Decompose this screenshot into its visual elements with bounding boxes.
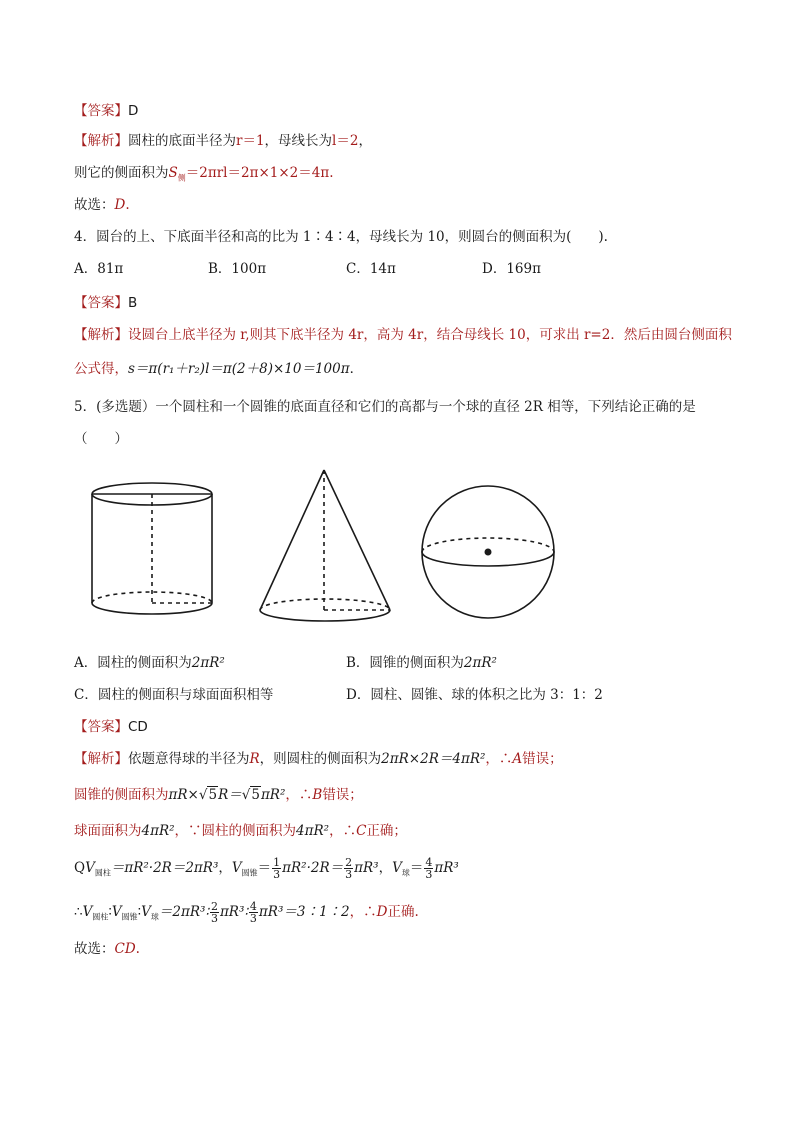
verdict: 正确. [387, 904, 419, 920]
q4-option-b: B．100π [208, 261, 267, 277]
letter-b: B [312, 787, 323, 803]
cone-figure [260, 470, 390, 621]
q5-analysis-line5: $\therefore V_{圆柱}∶V_{圆锥}∶V_球=2\pi R^3∶$ $\frac{2}{3}$ πR³∶ $\frac{4}{3}$ πR³＝3∶1∶2，∴D正确. [74, 900, 419, 925]
answer-value: CD [128, 719, 148, 735]
cyl-area-math: 4πR² [296, 823, 330, 839]
q5-choose-line [74, 939, 140, 959]
therefore: ，∴ [349, 904, 377, 920]
sqrt-5: 5 [208, 787, 218, 803]
q4-option-a: A．81π [74, 261, 124, 277]
letter-a: A [512, 751, 523, 767]
q5-analysis-line2: 圆锥的侧面积为πR×√5R＝√5πR²，∴B错误； [74, 787, 363, 803]
answer-value: D [128, 103, 139, 119]
q4-option-d: D．169π [482, 261, 541, 277]
therefore: ，∴ [285, 787, 313, 803]
analysis-text: 球面面积为 [74, 823, 142, 839]
analysis-tag: 【解析】 [74, 133, 128, 149]
option-a-math: 2πR² [191, 655, 225, 671]
q5-option-a [74, 653, 225, 673]
analysis-text: ， [358, 133, 372, 149]
q3-area-line [74, 163, 334, 189]
therefore: ，∴ [485, 751, 513, 767]
answer-value: B [128, 295, 138, 311]
choose-end: . [125, 197, 130, 213]
q5-option-b [346, 653, 497, 673]
choose-end: . [135, 941, 140, 957]
fraction-two-thirds: $\frac{2}{3}$ [345, 856, 353, 881]
therefore: ，∴ [329, 823, 357, 839]
analysis-text: ，则圆柱的侧面积为 [259, 751, 382, 767]
cyl-lateral-math: 2πR×2R＝4πR² [381, 751, 486, 767]
q4-analysis-line [74, 325, 732, 345]
cone-math-c: πR² [260, 787, 286, 803]
analysis-text: 圆锥的侧面积为 [74, 787, 169, 803]
q3-analysis-line [74, 131, 372, 151]
area-text: 则它的侧面积为 [74, 165, 169, 181]
frustum-formula: s＝π(r₁＋r₂)l＝π(2＋8)×10＝100π [128, 361, 350, 377]
q-symbol: Q [74, 860, 86, 876]
sphere-figure [422, 486, 554, 618]
area-sub: 侧 [177, 173, 186, 183]
q4-option-c: C．14π [346, 261, 396, 277]
q5-stem-line1: 5．(多选题）一个圆柱和一个圆锥的底面直径和它们的高都与一个球的直径 2R 相等，下列结论正确的是 [74, 399, 696, 415]
q5-analysis-line1 [74, 749, 563, 769]
q5-analysis-line3 [74, 821, 407, 841]
letter-c: C [356, 823, 367, 839]
cone-math-b: R＝ [218, 787, 242, 803]
cyl-volume-math: ＝πR²·2R＝2πR³ [110, 860, 219, 876]
q5-answer-line [74, 717, 148, 737]
verdict: 错误； [522, 751, 563, 767]
q5-stem-line2: （ ） [74, 431, 128, 447]
choose-value: CD [114, 941, 136, 957]
radius-eq: r＝1 [236, 133, 265, 149]
area-symbol: S [168, 165, 178, 181]
sqrt-5b: 5 [251, 787, 260, 803]
slant-eq: l＝2 [332, 133, 359, 149]
area-formula: ＝2πrl＝2π×1×2＝4π. [185, 165, 334, 181]
q3-answer-line [74, 101, 138, 121]
choose-label: 故选： [74, 197, 115, 213]
fraction-four-thirds: $\frac{4}{3}$ [425, 856, 433, 881]
formula-end: ． [349, 361, 364, 377]
cylinder-figure [92, 483, 212, 614]
answer-tag: 【答案】 [74, 295, 128, 311]
analysis-text: 圆柱的底面半径为 [128, 133, 236, 149]
analysis-text: ，∵圆柱的侧面积为 [174, 823, 297, 839]
q4-stem: 4．圆台的上、下底面半径和高的比为 1∶4∶4，母线长为 10，则圆台的侧面积为( ). [74, 229, 608, 245]
q5-option-d: D．圆柱、圆锥、球的体积之比为 3：1：2 [346, 687, 603, 703]
option-b-math: 2πR² [463, 655, 497, 671]
analysis-text: 设圆台上底半径为 r,则其下底半径为 4r，高为 4r，结合母线长 10，可求出 r=2．然后由圆台侧面积 [128, 327, 732, 343]
sphere-area-math: 4πR² [141, 823, 175, 839]
letter-d: D [376, 904, 388, 920]
cone-math-a: πR× [168, 787, 199, 803]
option-b-label: B．圆锥的侧面积为 [346, 655, 464, 671]
choose-label: 故选： [74, 941, 115, 957]
option-a-label: A．圆柱的侧面积为 [74, 655, 192, 671]
choose-value: D [114, 197, 126, 213]
answer-tag: 【答案】 [74, 103, 128, 119]
analysis-tag: 【解析】 [74, 327, 128, 343]
analysis-tag: 【解析】 [74, 751, 128, 767]
verdict: 正确； [366, 823, 407, 839]
q5-option-c: C．圆柱的侧面积与球面面积相等 [74, 687, 274, 703]
q3-choose-line [74, 195, 130, 215]
radius-symbol: R [249, 751, 260, 767]
verdict: 错误； [322, 787, 363, 803]
q4-answer-line [74, 293, 137, 313]
fraction-one-third: $\frac{1}{3}$ [273, 856, 281, 881]
volume-ratio-math: πR³＝3∶1∶2 [258, 904, 350, 920]
q5-analysis-line4: $QV_{圆柱}=\pi R^2\cdot 2R=2\pi R^3$，$V_{圆锥}=$ $\frac{1}{3}$ πR²·2R＝ $\frac{2}{3}$ πR³，$V_球=$ $\frac{4}{3}$ πR³ [74, 856, 459, 881]
analysis-text: ，母线长为 [264, 133, 333, 149]
solids-figure [80, 460, 560, 640]
answer-tag: 【答案】 [74, 719, 128, 735]
formula-prefix: 公式得， [74, 361, 128, 377]
q4-formula-line [74, 359, 363, 379]
analysis-text: 依题意得球的半径为 [128, 751, 250, 767]
